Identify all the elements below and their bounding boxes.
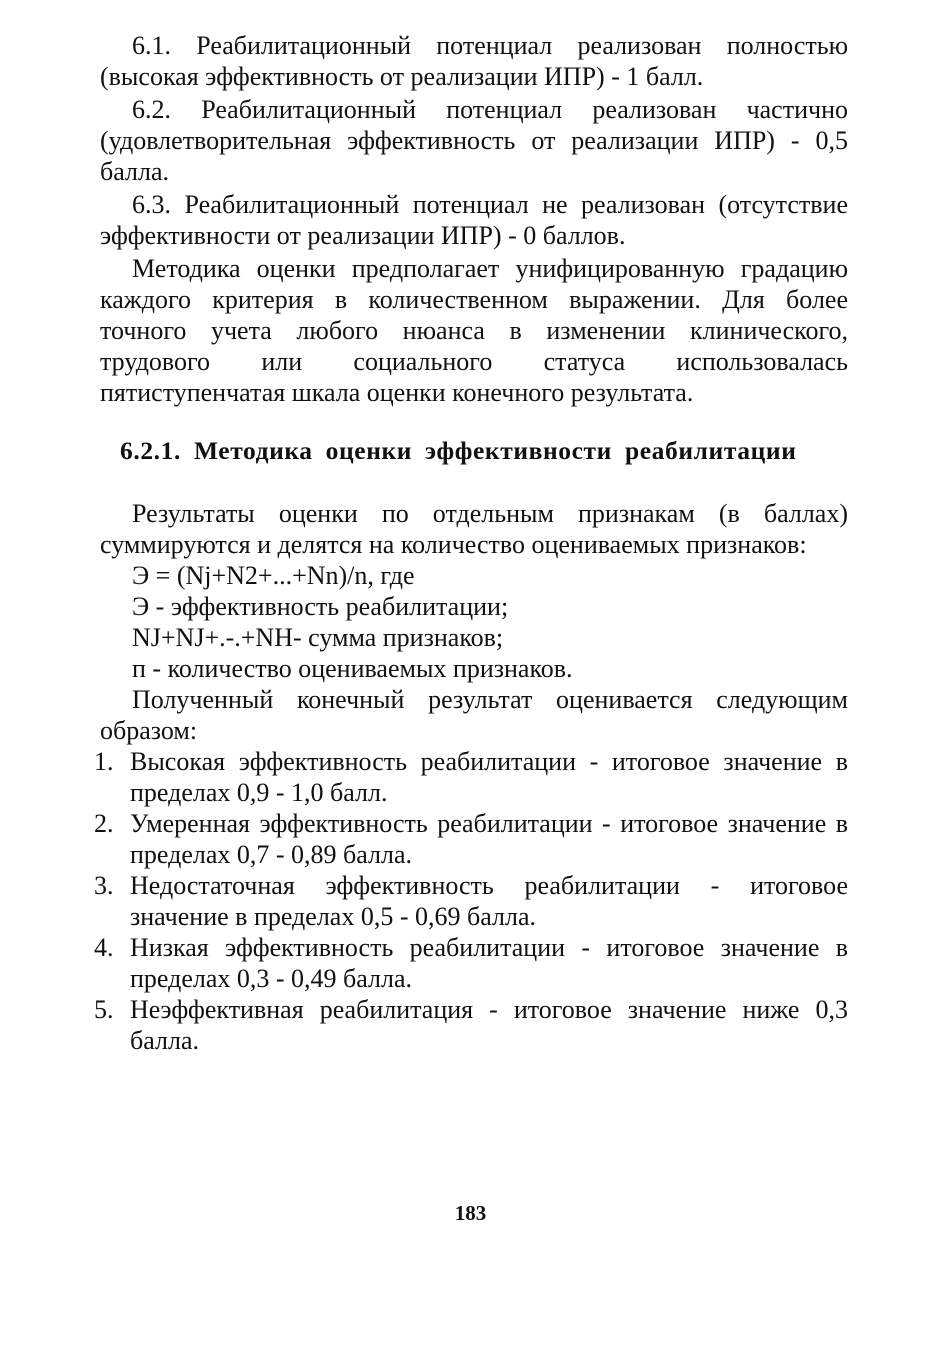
list-item-number: 3. [94,871,114,900]
result-paragraph: Полученный конечный результат оценивается следующим образом: [100,685,848,745]
list-item [94,932,848,994]
section-heading: 6.2.1. Методика оценки эффективности реабилитации [120,436,797,465]
criterion-6-1-paragraph: 6.1. Реабилитационный потенциал реализован полностью (высокая эффективность от реализации ИПР) - 1 балл. [100,31,848,91]
list-item [94,994,848,1056]
list-item-number: 2. [94,809,114,838]
top-text-block [100,30,848,408]
formula-definition-sum: NJ+NJ+.-.+NH- сумма признаков; [132,623,504,652]
list-item-number: 5. [94,995,114,1024]
list-item-number: 4. [94,933,114,962]
list-item-text: Недостаточная эффективность реабилитации - итоговое значение в пределах 0,5 - 0,69 балла. [130,871,848,931]
efficiency-levels-list [94,746,848,1056]
formula-definition-n: п - количество оцениваемых признаков. [132,654,573,683]
formula-definition-e: Э - эффективность реабилитации; [132,592,509,621]
page-number: 183 [454,1201,487,1225]
criterion-6-2-paragraph: 6.2. Реабилитационный потенциал реализован частично (удовлетворительная эффективность от реализации ИПР) - 0,5 балла. [100,95,848,186]
list-item-number: 1. [94,747,114,776]
list-item [94,808,848,870]
intro-paragraph: Результаты оценки по отдельным признакам (в баллах) суммируются и делятся на количество оцениваемых признаков: [100,499,848,559]
method-text-block [94,498,848,1056]
method-description-paragraph: Методика оценки предполагает унифицированную градацию каждого критерия в количественном выражении. Для более точного учета любого нюанса в изменении клинического, трудового или социального статуса использовалась пятиступенчатая шкала оценки конечного результата. [100,254,848,407]
list-item-text: Низкая эффективность реабилитации - итоговое значение в пределах 0,3 - 0,49 балла. [130,933,848,993]
formula-line: Э = (Nj+N2+...+Nn)/n, где [132,561,415,590]
list-item-text: Высокая эффективность реабилитации - итоговое значение в пределах 0,9 - 1,0 балл. [130,747,848,807]
list-item [94,746,848,808]
list-item [94,870,848,932]
list-item-text: Неэффективная реабилитация - итоговое значение ниже 0,3 балла. [130,995,848,1055]
list-item-text: Умеренная эффективность реабилитации - итоговое значение в пределах 0,7 - 0,89 балла. [130,809,848,869]
criterion-6-3-paragraph: 6.3. Реабилитационный потенциал не реализован (отсутствие эффективности от реализации ИПР) - 0 баллов. [100,190,848,250]
